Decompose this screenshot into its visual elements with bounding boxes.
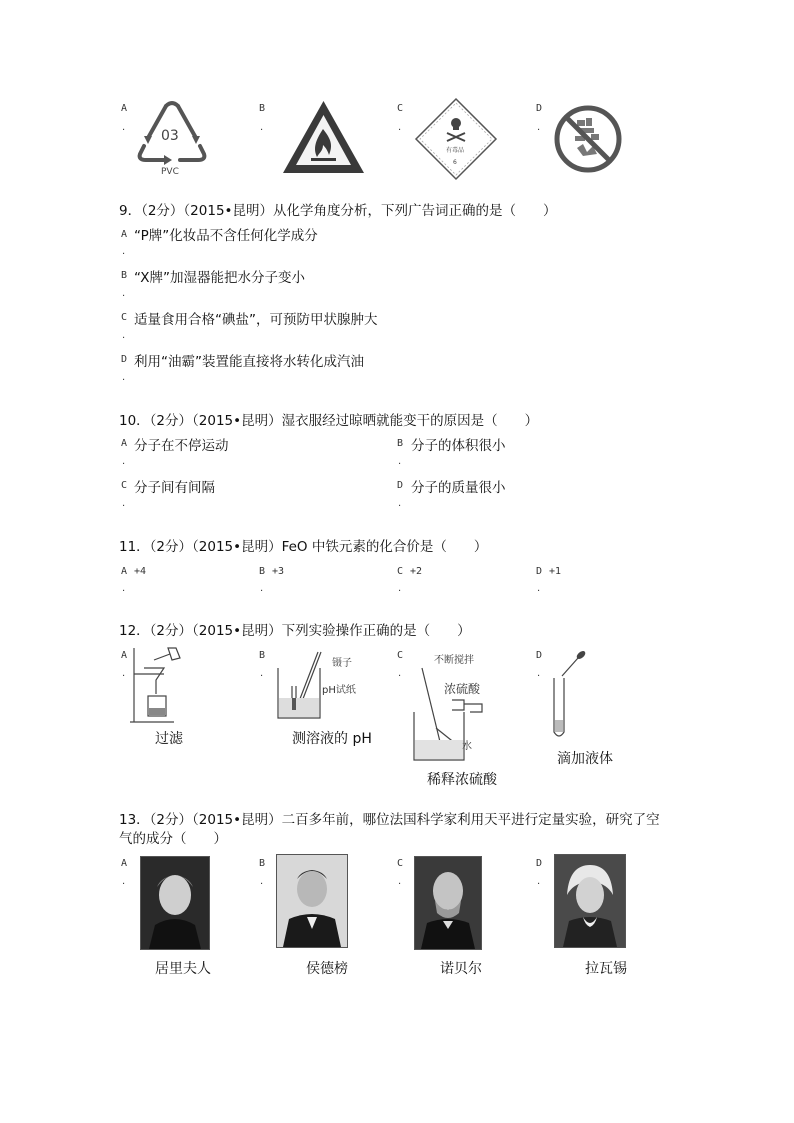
option-text[interactable]: +2 xyxy=(410,566,423,577)
option-dot: . xyxy=(122,583,126,594)
option-dot: . xyxy=(398,583,402,594)
option-letter[interactable]: C xyxy=(397,566,404,577)
option-letter[interactable]: B xyxy=(397,438,404,449)
option-letter[interactable]: A xyxy=(121,229,128,240)
option-dot: . xyxy=(122,498,126,509)
option-letter[interactable]: B xyxy=(259,650,266,661)
option-text[interactable]: “X牌”加湿器能把水分子变小 xyxy=(134,270,305,286)
option-letter[interactable]: D xyxy=(536,858,543,869)
option-text[interactable]: 分子间有间隔 xyxy=(134,480,215,496)
option-letter[interactable]: D xyxy=(536,103,543,114)
option-dot: . xyxy=(398,456,402,467)
water-label: 水 xyxy=(462,741,472,752)
option-dot: . xyxy=(260,583,264,594)
option-dot: . xyxy=(537,876,541,887)
option-letter[interactable]: C xyxy=(121,480,128,491)
option-letter[interactable]: D xyxy=(536,650,543,661)
option-dot: . xyxy=(122,330,126,341)
option-letter[interactable]: D xyxy=(536,566,543,577)
option-dot: . xyxy=(398,668,402,679)
apparatus-caption: 稀释浓硫酸 xyxy=(427,772,497,788)
option-dot: . xyxy=(122,288,126,299)
option-text[interactable]: +3 xyxy=(272,566,285,577)
question-stem: 11．（2分）（2015•昆明）FeO 中铁元素的化合价是（ ） xyxy=(119,539,488,555)
option-dot: . xyxy=(398,876,402,887)
option-letter[interactable]: B xyxy=(121,270,128,281)
option-text[interactable]: +4 xyxy=(134,566,147,577)
option-text[interactable]: +1 xyxy=(549,566,562,577)
option-letter[interactable]: D xyxy=(121,354,128,365)
option-letter[interactable]: D xyxy=(397,480,404,491)
ph-paper-label: pH试纸 xyxy=(322,685,356,696)
filtration-apparatus-icon xyxy=(128,644,188,724)
option-letter[interactable]: C xyxy=(397,858,404,869)
option-text[interactable]: 利用“油霸”装置能直接将水转化成汽油 xyxy=(134,354,364,370)
portrait-hou-debang xyxy=(276,854,348,948)
portrait-curie xyxy=(140,856,210,950)
toxic-small-text: 有毒品 xyxy=(446,147,465,154)
option-dot: . xyxy=(122,122,126,133)
option-dot: . xyxy=(398,498,402,509)
apparatus-caption: 滴加液体 xyxy=(557,751,613,767)
option-letter[interactable]: A xyxy=(121,566,128,577)
recycle-material-label: PVC xyxy=(161,167,179,177)
recycle-code-label: 03 xyxy=(161,128,179,144)
stir-label: 不断搅拌 xyxy=(434,655,474,666)
question-stem: 9．（2分）（2015•昆明）从化学角度分析，下列广告词正确的是（ ） xyxy=(119,203,557,219)
option-letter[interactable]: B xyxy=(259,566,266,577)
option-dot: . xyxy=(260,668,264,679)
option-letter[interactable]: C xyxy=(397,103,404,114)
option-dot: . xyxy=(537,122,541,133)
option-dot: . xyxy=(122,456,126,467)
flammable-warning-icon xyxy=(281,99,366,175)
no-burning-icon xyxy=(553,104,623,174)
option-text[interactable]: “P牌”化妆品不含任何化学成分 xyxy=(134,228,318,244)
apparatus-caption: 测溶液的 pH xyxy=(292,731,372,747)
option-dot: . xyxy=(122,668,126,679)
option-letter[interactable]: B xyxy=(259,103,266,114)
scientist-caption: 侯德榜 xyxy=(306,961,348,977)
portrait-lavoisier xyxy=(554,854,626,948)
toxic-class-digit: 6 xyxy=(453,159,457,166)
question-stem: 10．（2分）（2015•昆明）湿衣服经过晾晒就能变干的原因是（ ） xyxy=(119,413,539,429)
option-letter[interactable]: C xyxy=(397,650,404,661)
option-letter[interactable]: C xyxy=(121,312,128,323)
option-dot: . xyxy=(122,876,126,887)
concentrated-acid-label: 浓硫酸 xyxy=(444,682,481,696)
option-dot: . xyxy=(260,122,264,133)
question-stem-line-1: 13．（2分）（2015•昆明）二百多年前，哪位法国科学家利用天平进行定量实验，研究了空 xyxy=(119,812,660,828)
option-dot: . xyxy=(260,876,264,887)
option-dot: . xyxy=(122,246,126,257)
scientist-caption: 拉瓦锡 xyxy=(585,961,627,977)
option-letter[interactable]: A xyxy=(121,103,128,114)
option-letter[interactable]: A xyxy=(121,858,128,869)
option-dot: . xyxy=(398,122,402,133)
apparatus-caption: 过滤 xyxy=(155,731,183,747)
option-dot: . xyxy=(122,372,126,383)
option-letter[interactable]: B xyxy=(259,858,266,869)
option-letter[interactable]: A xyxy=(121,438,128,449)
dropper-tube-icon xyxy=(548,648,618,744)
option-dot: . xyxy=(537,583,541,594)
question-stem: 12．（2分）（2015•昆明）下列实验操作正确的是（ ） xyxy=(119,623,471,639)
portrait-nobel xyxy=(414,856,482,950)
toxic-diamond-icon xyxy=(414,97,498,181)
option-text[interactable]: 适量食用合格“碘盐”，可预防甲状腺肿大 xyxy=(134,312,378,328)
question-stem-line-2: 气的成分（ ） xyxy=(119,831,227,847)
option-letter[interactable]: A xyxy=(121,650,128,661)
option-text[interactable]: 分子的质量很小 xyxy=(411,480,506,496)
scientist-caption: 居里夫人 xyxy=(155,961,211,977)
option-text[interactable]: 分子在不停运动 xyxy=(134,438,229,454)
scientist-caption: 诺贝尔 xyxy=(440,961,482,977)
option-text[interactable]: 分子的体积很小 xyxy=(411,438,506,454)
tweezers-label: 镊子 xyxy=(332,658,352,669)
option-dot: . xyxy=(537,668,541,679)
